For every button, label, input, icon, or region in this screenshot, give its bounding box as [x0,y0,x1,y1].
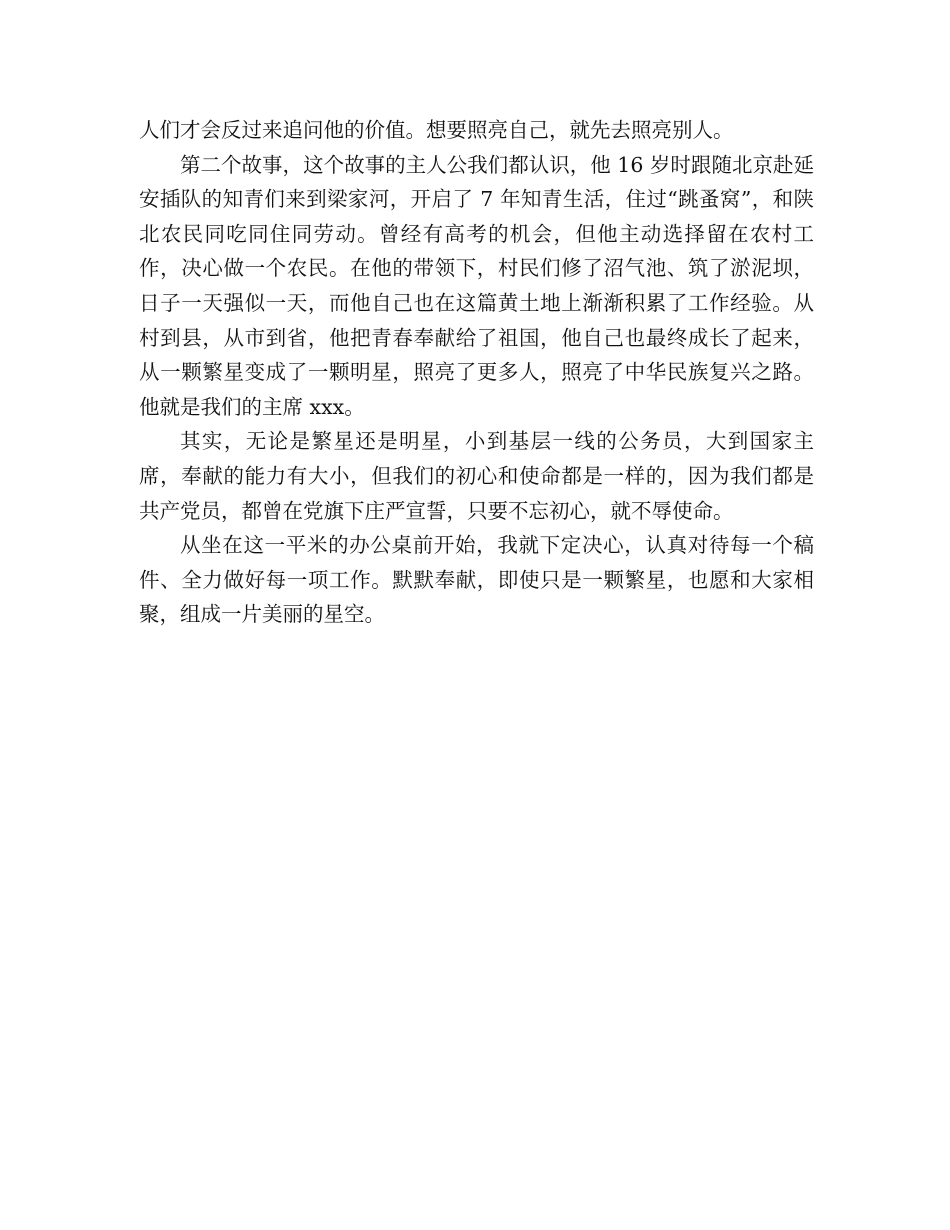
body-text [139,113,814,632]
paragraph-continuation: 人们才会反过来追问他的价值。想要照亮自己，就先去照亮别人。 [139,118,734,142]
paragraph-reflection: 其实，无论是繁星还是明星，小到基层一线的公务员，大到国家主席，奉献的能力有大小，但我们的初心和使命都是一样的，因为我们都是共产党员，都曾在党旗下庄严宣誓，只要不忘初心，就不辱使命。 [139,429,814,523]
paragraph-conclusion: 从坐在这一平米的办公桌前开始，我就下定决心，认真对待每一个稿件、全力做好每一项工作。默默奉献，即使只是一颗繁星，也愿和大家相聚，组成一片美丽的星空。 [139,533,814,627]
paragraph-second-story: 第二个故事，这个故事的主人公我们都认识，他 16 岁时跟随北京赴延安插队的知青们来到梁家河，开启了 7 年知青生活，住过“跳蚤窝”，和陕北农民同吃同住同劳动。曾经有高考的机会，但他主动选择留在农村工作，决心做一个农民。在他的带领下，村民们修了沼气池、筑了淤泥坝，日子一天强似一天，而他自己也在这篇黄土地上渐渐积累了工作经验。从村到县，从市到省，他把青春奉献给了祖国，他自己也最终成长了起来，从一颗繁星变成了一颗明星，照亮了更多人，照亮了中华民族复兴之路。他就是我们的主席 xxx。 [139,152,814,419]
